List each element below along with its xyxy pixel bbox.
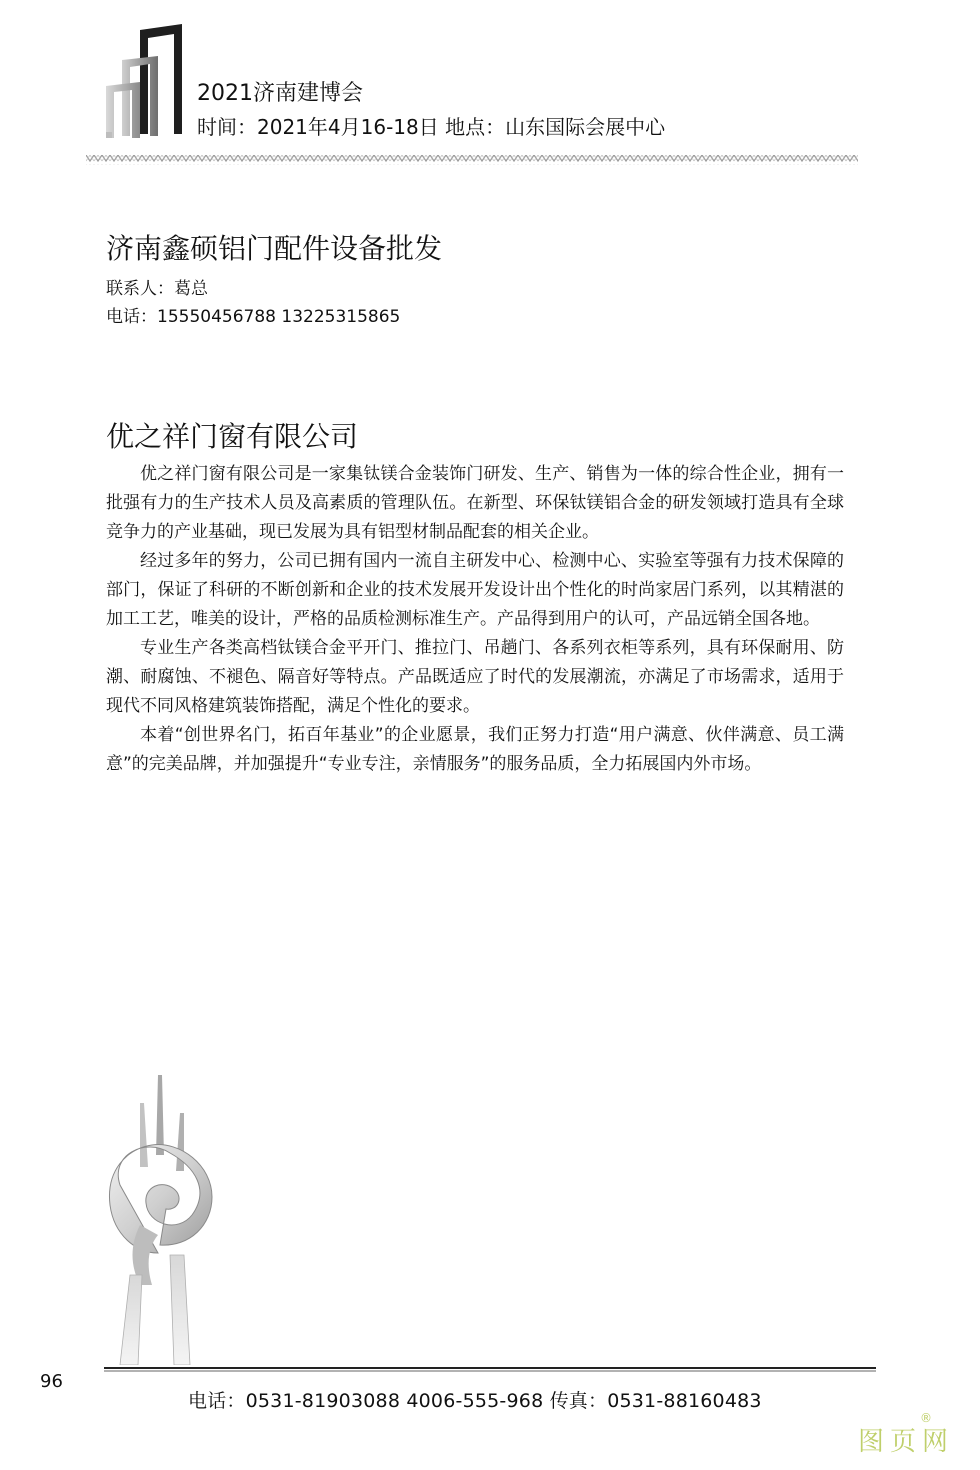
registered-mark-icon: ®: [920, 1411, 932, 1425]
site-watermark: 图页网: [858, 1427, 955, 1457]
description-paragraph: 本着“创世界名门，拓百年基业”的企业愿景，我们正努力打造“用户满意、伙伴满意、员工满意”的完美品牌，并加强提升“专业专注，亲情服务”的服务品质，全力拓展国内外市场。: [106, 725, 844, 774]
description-paragraph: 优之祥门窗有限公司是一家集钛镁合金装饰门研发、生产、销售为一体的综合性企业，拥有一批强有力的生产技术人员及高素质的管理队伍。在新型、环保钛镁铝合金的研发领域打造具有全球竞争力的产业基础，现已发展为具有铝型材制品配套的相关企业。: [106, 464, 844, 542]
footer-divider: [104, 1358, 876, 1364]
decorative-divider: [86, 152, 858, 166]
company-name: 济南鑫硕铝门配件设备批发: [106, 232, 443, 265]
building-logo-icon: [100, 22, 195, 140]
sculpture-illustration: [100, 1075, 230, 1365]
expo-time-location: 时间：2021年4月16-18日 地点：山东国际会展中心: [197, 115, 666, 139]
contact-person: 联系人：葛总: [106, 279, 208, 299]
description-paragraph: 经过多年的努力，公司已拥有国内一流自主研发中心、检测中心、实验室等强有力技术保障的部门，保证了科研的不断创新和企业的技术发展开发设计出个性化的时尚家居门系列，以其精湛的加工工艺，唯美的设计，严格的品质检测标准生产。产品得到用户的认可，产品远销全国各地。: [106, 551, 844, 629]
company-name: 优之祥门窗有限公司: [106, 420, 359, 453]
expo-logo: [100, 22, 195, 140]
company-description: [106, 460, 844, 779]
sculpture-icon: [100, 1075, 230, 1365]
description-paragraph: 专业生产各类高档钛镁合金平开门、推拉门、吊趟门、各系列衣柜等系列，具有环保耐用、防潮、耐腐蚀、不褪色、隔音好等特点。产品既适应了时代的发展潮流，亦满足了市场需求，适用于现代不同风格建筑装饰搭配，满足个性化的要求。: [106, 638, 844, 716]
expo-title: 2021济南建博会: [197, 81, 363, 106]
phone-numbers: 电话：15550456788 13225315865: [106, 307, 401, 327]
footer-contact-info: 电话：0531-81903088 4006-555-968 传真：0531-88160483: [188, 1390, 762, 1412]
page-number: 96: [40, 1371, 63, 1392]
